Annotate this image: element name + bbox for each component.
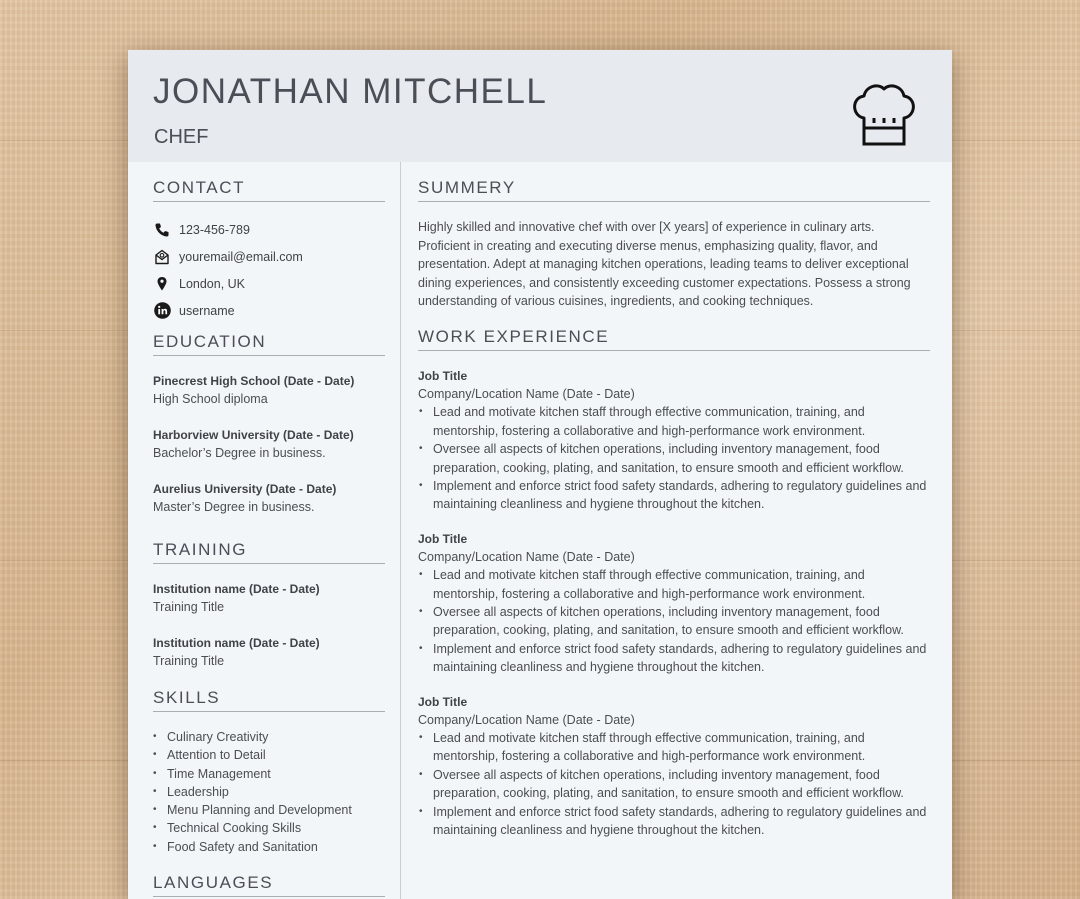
education-school: Harborview University (Date - Date) <box>153 428 354 442</box>
job-company: Company/Location Name (Date - Date) <box>418 549 635 564</box>
skills-list <box>153 728 385 856</box>
job-entry <box>418 530 930 677</box>
training-heading: TRAINING <box>153 540 385 564</box>
training-institution: Institution name (Date - Date) <box>153 582 320 596</box>
training-title: Training Title <box>153 600 225 614</box>
education-section <box>153 332 385 516</box>
left-column <box>153 178 385 897</box>
contact-email-text: youremail@email.com <box>179 249 303 264</box>
training-section <box>153 540 385 670</box>
job-bullet: • Lead and motivate kitchen staff through effective communication, training, and mentorship, fostering a collaborative and high-performance work environment. <box>418 729 930 766</box>
education-school: Aurelius University (Date - Date) <box>153 482 337 496</box>
summary-text: Highly skilled and innovative chef with over [X years] of experience in culinary arts. Proficient in creating and executing diverse menus, emphasizing quality, flavor, and presentation. Adept at managing kitchen operations, leading teams to deliver exceptional dining experiences, and consistently exceeding customer expectations. Possess a strong understanding of various cuisines, ingredients, and cooking techniques. <box>418 220 911 309</box>
training-entry <box>153 634 385 670</box>
skill-item: • Technical Cooking Skills <box>153 819 385 837</box>
job-bullet: • Lead and motivate kitchen staff through effective communication, training, and mentorship, fostering a collaborative and high-performance work environment. <box>418 566 930 603</box>
education-degree: Master’s Degree in business. <box>153 500 315 514</box>
job-bullet: • Lead and motivate kitchen staff through effective communication, training, and mentorship, fostering a collaborative and high-performance work environment. <box>418 403 930 440</box>
job-title: Job Title <box>418 531 468 546</box>
contact-list <box>153 216 385 324</box>
education-entry <box>153 372 385 408</box>
work-experience-heading: WORK EXPERIENCE <box>418 327 930 351</box>
job-entry <box>418 693 930 840</box>
job-bullet: • Implement and enforce strict food safety standards, adhering to regulatory guidelines and maintaining cleanliness and hygiene throughout the kitchen. <box>418 803 930 840</box>
email-icon <box>153 248 171 266</box>
contact-heading: CONTACT <box>153 178 385 202</box>
skill-item: • Menu Planning and Development <box>153 801 385 819</box>
education-degree: High School diploma <box>153 392 268 406</box>
job-title: Job Title <box>418 694 468 709</box>
contact-location-text: London, UK <box>179 276 246 291</box>
job-bullet: • Oversee all aspects of kitchen operations, including inventory management, food preparation, cooking, plating, and sanitation, to ensure smooth and efficient workflow. <box>418 603 930 640</box>
job-bullets <box>418 566 930 676</box>
phone-icon <box>153 221 171 239</box>
education-entry <box>153 426 385 462</box>
job-bullet: • Implement and enforce strict food safety standards, adhering to regulatory guidelines and maintaining cleanliness and hygiene throughout the kitchen. <box>418 477 930 514</box>
summary-section <box>418 178 930 311</box>
education-list <box>153 372 385 516</box>
education-degree: Bachelor’s Degree in business. <box>153 446 326 460</box>
training-list <box>153 580 385 670</box>
job-bullet: • Oversee all aspects of kitchen operations, including inventory management, food preparation, cooking, plating, and sanitation, to ensure smooth and efficient workflow. <box>418 766 930 803</box>
contact-phone-text: 123-456-789 <box>179 222 250 237</box>
contact-email <box>153 243 385 270</box>
skill-item: • Time Management <box>153 765 385 783</box>
candidate-role: CHEF <box>154 126 209 148</box>
contact-linkedin-text: username <box>179 303 235 318</box>
skills-section <box>153 688 385 856</box>
skills-heading: SKILLS <box>153 688 385 712</box>
linkedin-icon <box>153 302 171 320</box>
job-bullets <box>418 403 930 513</box>
work-experience-section <box>418 327 930 840</box>
job-bullet: • Oversee all aspects of kitchen operations, including inventory management, food preparation, cooking, plating, and sanitation, to ensure smooth and efficient workflow. <box>418 440 930 477</box>
contact-location <box>153 270 385 297</box>
job-title: Job Title <box>418 368 468 383</box>
skill-item: • Food Safety and Sanitation <box>153 838 385 856</box>
training-entry <box>153 580 385 616</box>
contact-linkedin <box>153 297 385 324</box>
job-entry <box>418 367 930 514</box>
languages-section <box>153 873 385 897</box>
chef-hat-icon <box>848 80 920 152</box>
job-company: Company/Location Name (Date - Date) <box>418 712 635 727</box>
education-school: Pinecrest High School (Date - Date) <box>153 374 355 388</box>
skill-item: • Leadership <box>153 783 385 801</box>
resume-page <box>128 50 952 899</box>
languages-heading: LANGUAGES <box>153 873 385 897</box>
job-bullet: • Implement and enforce strict food safety standards, adhering to regulatory guidelines and maintaining cleanliness and hygiene throughout the kitchen. <box>418 640 930 677</box>
job-bullets <box>418 729 930 839</box>
training-title: Training Title <box>153 654 225 668</box>
right-column <box>418 178 930 856</box>
skill-item: • Attention to Detail <box>153 746 385 764</box>
candidate-name: JONATHAN MITCHELL <box>153 72 548 111</box>
education-heading: EDUCATION <box>153 332 385 356</box>
contact-phone <box>153 216 385 243</box>
summary-heading: SUMMERY <box>418 178 930 202</box>
column-divider <box>400 162 401 899</box>
education-entry <box>153 480 385 516</box>
skill-item: • Culinary Creativity <box>153 728 385 746</box>
contact-section <box>153 178 385 324</box>
location-icon <box>153 275 171 293</box>
resume-header <box>128 50 952 162</box>
job-company: Company/Location Name (Date - Date) <box>418 386 635 401</box>
job-list <box>418 367 930 840</box>
training-institution: Institution name (Date - Date) <box>153 636 320 650</box>
